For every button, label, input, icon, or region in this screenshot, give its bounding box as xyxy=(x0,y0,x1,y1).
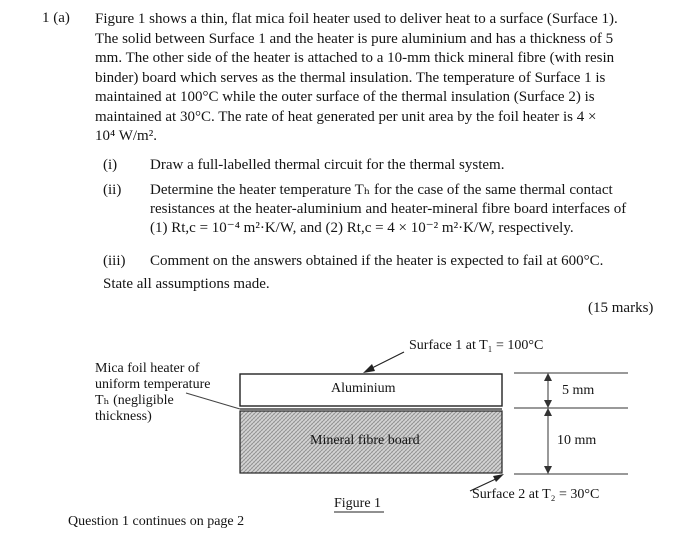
surface1-label: Surface 1 at T₁ = 100°C xyxy=(409,338,544,353)
intro-line: The solid between Surface 1 and the heater is pure aluminium and has a thickness of 5 xyxy=(95,30,614,47)
part-iii-text: Comment on the answers obtained if the heater is expected to fail at 600°C. xyxy=(150,253,604,269)
part-ii-label: (ii) xyxy=(103,182,122,198)
part-ii-line: Determine the heater temperature Tₕ for the case of the same thermal contact xyxy=(150,182,613,198)
aluminium-label: Aluminium xyxy=(331,381,396,396)
part-i-text: Draw a full-labelled thermal circuit for the thermal system. xyxy=(150,157,505,173)
heater-label-line: Tₕ (negligible xyxy=(95,393,174,408)
dim-arrowhead xyxy=(544,400,552,408)
assumptions-note: State all assumptions made. xyxy=(103,276,270,292)
marks: (15 marks) xyxy=(588,300,654,316)
dimension-10mm: 10 mm xyxy=(557,433,597,448)
part-ii-line: (1) Rt,c = 10⁻⁴ m²·K/W, and (2) Rt,c = 4 × 10⁻² m²·K/W, respectively. xyxy=(150,220,574,236)
intro-line: maintained at 100°C while the outer surface of the thermal insulation (Surface 2) is xyxy=(95,89,595,105)
part-ii-line: resistances at the heater-aluminium and heater-mineral fibre board interfaces of xyxy=(150,201,627,217)
heater-label xyxy=(95,361,210,425)
dim-arrowhead xyxy=(544,466,552,474)
figure-caption: Figure 1 xyxy=(334,496,382,511)
heater-label-line: thickness) xyxy=(95,409,152,424)
surface2-label: Surface 2 at T₂ = 30°C xyxy=(472,487,600,502)
intro-line: Figure 1 shows a thin, flat mica foil heater used to deliver heat to a surface (Surface 1). xyxy=(95,11,618,27)
intro-line: binder) board which serves as the thermal insulation. The temperature of Surface 1 is xyxy=(95,69,606,86)
surface1-arrowhead xyxy=(363,364,375,373)
intro-line: 10⁴ W/m². xyxy=(95,128,157,144)
surface2-arrowhead xyxy=(493,474,504,482)
dim-arrowhead xyxy=(544,408,552,416)
dimension-5mm: 5 mm xyxy=(562,383,595,398)
question-number: 1 (a) xyxy=(42,10,70,26)
part-iii-label: (iii) xyxy=(103,253,126,269)
part-i-label: (i) xyxy=(103,157,118,173)
page-footer: Question 1 continues on page 2 xyxy=(68,514,245,529)
heater-label-line: uniform temperature xyxy=(95,377,211,392)
intro-line: maintained at 30°C. The rate of heat generated per unit area by the foil heater is 4 × xyxy=(95,108,597,125)
heater-label-line: Mica foil heater of xyxy=(95,361,200,376)
intro-line: mm. The other side of the heater is attached to a 10-mm thick mineral fibre (with resin xyxy=(95,50,615,66)
mineral-fibre-label: Mineral fibre board xyxy=(310,433,420,448)
dim-arrowhead xyxy=(544,373,552,381)
